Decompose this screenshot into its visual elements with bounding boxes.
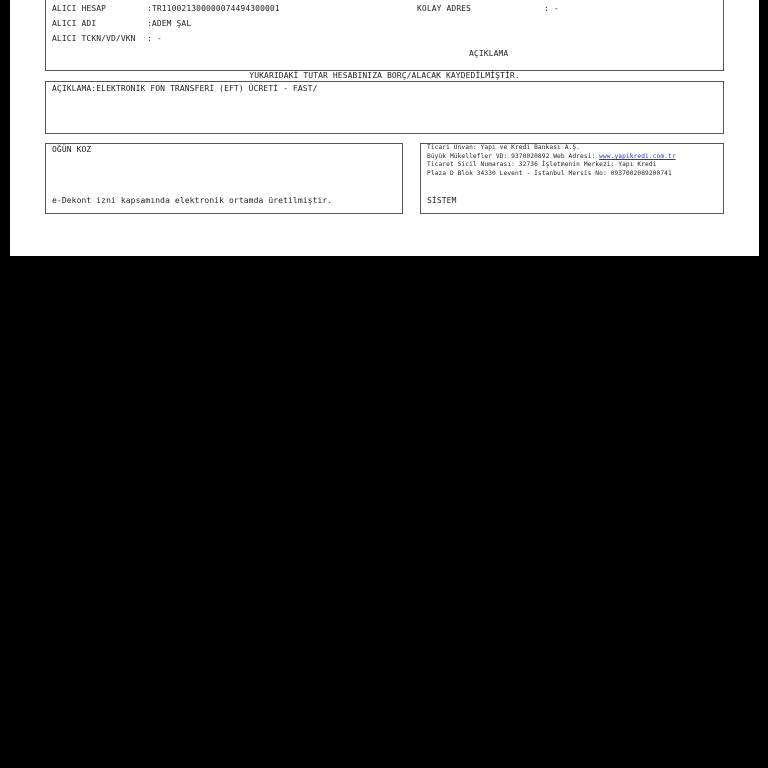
bank-address-mersis: Plaza D Blok 34330 Levent - İstanbul Mersis No: 0937002089200741 <box>427 170 672 177</box>
description-text: AÇIKLAMA:ELEKTRONİK FON TRANSFERİ (EFT) ÜCRETİ - FAST/ <box>52 84 318 93</box>
easy-address-label: KOLAY ADRES <box>417 4 472 13</box>
receipt-page <box>10 0 759 256</box>
bank-tax-web <box>427 153 676 161</box>
recipient-tax-value: : - <box>147 34 162 43</box>
recipient-name-value: :ADEM ŞAL <box>147 19 192 28</box>
recipient-name-label: ALICI ADI <box>52 19 97 28</box>
recipient-account-label: ALICI HESAP <box>52 4 107 13</box>
bank-registry: Ticaret Sicil Numarası: 32736 İşletmenin Merkezi: Yapı Kredi <box>427 161 657 168</box>
bank-tax-office: Büyük Mükellefler VD: 9370020892 Web Adresi: <box>427 153 600 160</box>
description-header: AÇIKLAMA <box>469 49 509 58</box>
e-receipt-footer: e-Dekont izni kapsamında elektronik ortamda üretilmiştir. <box>52 196 333 205</box>
bank-website-link[interactable]: www.yapikredi.com.tr <box>599 153 676 160</box>
system-label: SİSTEM <box>427 196 457 205</box>
easy-address-value: : - <box>544 4 559 13</box>
recipient-account-value: :TR110021300000074494300001 <box>147 4 280 13</box>
recipient-tax-label: ALICI TCKN/VD/VKN <box>52 34 136 43</box>
posting-notice: YUKARIDAKİ TUTAR HESABINIZA BORÇ/ALACAK KAYDEDİLMİŞTİR. <box>249 71 520 80</box>
signer-name: OĞÜN KOZ <box>52 145 92 154</box>
bank-trade-name: Ticari Unvan: Yapı ve Kredi Bankası A.Ş. <box>427 144 581 151</box>
